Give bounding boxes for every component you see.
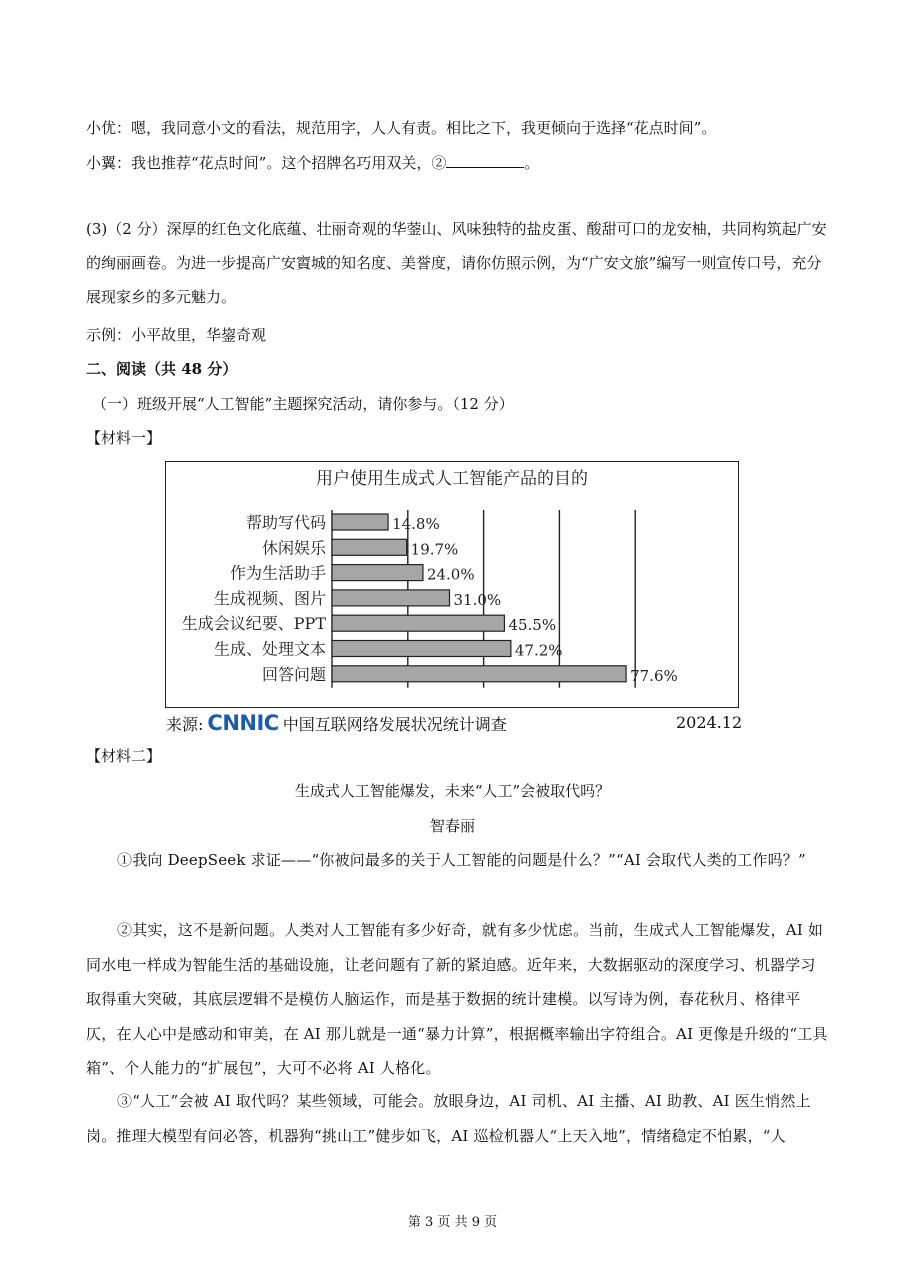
- article-paragraph-2: ②其实，这不是新问题。人类对人工智能有多少好奇，就有多少忧虑。当前，生成式人工智能爆发，AI 如同水电一样成为智能生活的基础设施，让老问题有了新的紧迫感。近年来，大数据驱动的深度学习、机器学习取得重大突破，其底层逻辑不是模仿人脑运作，而是基于数据的统计建模。以写诗为例，春花秋月、格律平仄，在人心中是感动和审美，在 AI 那儿就是一通“暴力计算”，根据概率输出字符组合。AI 更像是升级的“工具箱”、个人能力的“扩展包”，大可不必将 AI 人格化。: [86, 921, 828, 1077]
- bar: [332, 590, 449, 606]
- category-label: 休闲娱乐: [261, 538, 326, 558]
- category-label: 生成会议纪要、PPT: [181, 614, 326, 634]
- data-label: 45.5%: [508, 616, 557, 635]
- data-label: 14.8%: [392, 515, 440, 533]
- category-label: 生成视频、图片: [213, 588, 326, 608]
- category-label: 生成、处理文本: [213, 639, 326, 659]
- data-label: 31.0%: [453, 590, 502, 609]
- answer-blank[interactable]: [446, 153, 524, 168]
- article-author: 智春丽: [429, 817, 475, 835]
- data-label: 77.6%: [630, 666, 678, 685]
- task-intro: （一）班级开展“人工智能”主题探究活动，请你参与。（12 分）: [92, 395, 514, 413]
- material-two-label: 【材料二】: [86, 747, 162, 765]
- chart-frame: [165, 461, 739, 708]
- category-label: 作为生活助手: [229, 563, 326, 583]
- article-paragraph-3: ③“人工”会被 AI 取代吗？某些领域，可能会。放眼身边，AI 司机、AI 主播、AI 助教、AI 医生悄然上岗。推理大模型有问必答，机器狗“挑山工”健步如飞，AI 巡检机器人“上天入地”，情绪稳定不怕累，“人: [86, 1092, 811, 1145]
- article-title: 生成式人工智能爆发，未来“人工”会被取代吗？: [294, 782, 611, 800]
- bar: [332, 615, 504, 631]
- dialogue-xiaoyi-text: 小翼：我也推荐“花点时间”。这个招牌名巧用双关，②: [86, 154, 447, 172]
- bar-chart: [166, 462, 738, 707]
- chart-source: [166, 711, 507, 735]
- section-heading: 二、阅读（共 48 分）: [86, 360, 238, 378]
- example-line: 示例：小平故里，华鋆奇观: [86, 326, 267, 344]
- bar: [332, 666, 626, 682]
- bar: [332, 539, 407, 555]
- article-paragraph-1: ①我向 DeepSeek 求证——“你被问最多的关于人工智能的问题是什么？”“AI 会取代人类的工作吗？”: [117, 851, 806, 869]
- bar: [332, 565, 423, 581]
- source-prefix: 来源:: [166, 715, 204, 734]
- category-label: 回答问题: [261, 664, 326, 684]
- data-label: 19.7%: [410, 540, 459, 559]
- bar: [332, 514, 388, 530]
- data-label: 47.2%: [514, 641, 563, 660]
- dialogue-xiaoyou: 小优：嗯，我同意小文的看法，规范用字，人人有责。相比之下，我更倾向于选择“花点时间”。: [86, 119, 717, 137]
- source-text: 中国互联网络发展状况统计调查: [282, 715, 507, 734]
- page-footer: 第 3 页 共 9 页: [407, 1215, 498, 1230]
- cnnic-logo: CNNIC: [207, 711, 279, 735]
- chart-title: 用户使用生成式人工智能产品的目的: [316, 469, 588, 489]
- data-label: 24.0%: [426, 565, 475, 584]
- material-one-label: 【材料一】: [86, 429, 162, 447]
- dialogue-xiaoyi: [86, 153, 539, 173]
- question-3: (3)（2 分）深厚的红色文化底蕴、壮丽奇观的华蓥山、风味独特的盐皮蛋、酸甜可口的龙安柚，共同构筑起广安的绚丽画卷。为进一步提高广安賨城的知名度、美誉度，请你仿照示例，为“广安文旅”编写一则宣传口号，充分展现家乡的多元魅力。: [86, 220, 827, 306]
- bar: [332, 641, 511, 657]
- dialogue-xiaoyi-end: 。: [524, 154, 540, 172]
- chart-date: 2024.12: [676, 713, 743, 732]
- category-label: 帮助写代码: [245, 513, 326, 532]
